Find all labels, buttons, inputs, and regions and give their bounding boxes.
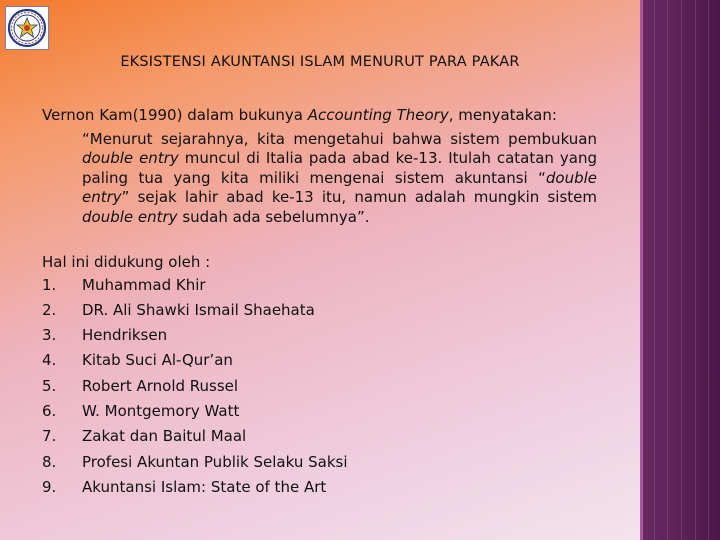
list-text: Kitab Suci Al-Qur’an <box>82 351 233 370</box>
side-bar-line <box>695 0 696 540</box>
list-number: 2. <box>42 300 57 319</box>
quote-emphasis-1: double entry <box>82 149 179 167</box>
support-heading: Hal ini didukung oleh : <box>42 253 211 271</box>
list-number: 8. <box>42 452 57 471</box>
side-bar-line <box>667 0 668 540</box>
content <box>42 106 597 500</box>
intro-prefix: Vernon Kam(1990) dalam bukunya <box>42 106 308 124</box>
quote-part-4: sudah ada sebelumnya”. <box>177 207 370 226</box>
quote-emphasis-3: double entry <box>82 207 178 226</box>
list-text: Profesi Akuntan Publik Selaku Saksi <box>82 452 348 471</box>
list-item <box>42 374 597 399</box>
list-number: 7. <box>42 427 57 446</box>
list-text: Robert Arnold Russel <box>82 376 239 395</box>
list-item <box>42 424 597 449</box>
list-item <box>42 450 597 475</box>
supporter-list <box>42 273 597 501</box>
university-seal-icon <box>5 6 49 50</box>
list-text: DR. Ali Shawki Ismail Shaehata <box>82 300 315 319</box>
list-text: Akuntansi Islam: State of the Art <box>82 477 327 496</box>
quote-part-3: ” sejak lahir abad ke-13 itu, namun adalah mungkin sistem <box>121 188 597 206</box>
list-text: Hendriksen <box>82 326 168 345</box>
side-decoration-bar <box>640 0 720 540</box>
list-text: W. Montgemory Watt <box>82 401 240 420</box>
side-bar-line <box>708 0 709 540</box>
side-bar-edge <box>640 0 643 540</box>
list-item <box>42 298 597 323</box>
quote-part-1: “Menurut sejarahnya, kita mengetahui bahwa sistem pembukuan <box>82 129 597 148</box>
side-bar-line <box>681 0 682 540</box>
list-number: 1. <box>42 275 57 294</box>
list-number: 9. <box>42 477 57 496</box>
list-item <box>42 348 597 373</box>
page-title: EKSISTENSI AKUNTANSI ISLAM MENURUT PARA PAKAR <box>120 54 520 70</box>
list-number: 4. <box>42 351 57 370</box>
list-item <box>42 399 597 424</box>
list-text: Zakat dan Baitul Maal <box>82 427 247 446</box>
list-item <box>42 273 597 298</box>
quote-emphasis-2: double entry <box>82 168 597 206</box>
side-bar-line <box>654 0 655 540</box>
quote-paragraph <box>82 130 597 228</box>
book-title: Accounting Theory <box>307 106 449 124</box>
intro-line <box>42 106 597 126</box>
list-number: 3. <box>42 326 57 345</box>
list-number: 6. <box>42 401 57 420</box>
intro-suffix: , menyatakan: <box>448 106 557 124</box>
quote-part-2: muncul di Italia pada abad ke-13. Itulah catatan yang paling tua yang kita miliki mengenai sistem akuntansi “ <box>82 149 597 187</box>
list-text: Muhammad Khir <box>82 275 206 294</box>
support-section <box>42 253 597 500</box>
list-number: 5. <box>42 376 57 395</box>
list-item <box>42 323 597 348</box>
list-item <box>42 475 597 500</box>
